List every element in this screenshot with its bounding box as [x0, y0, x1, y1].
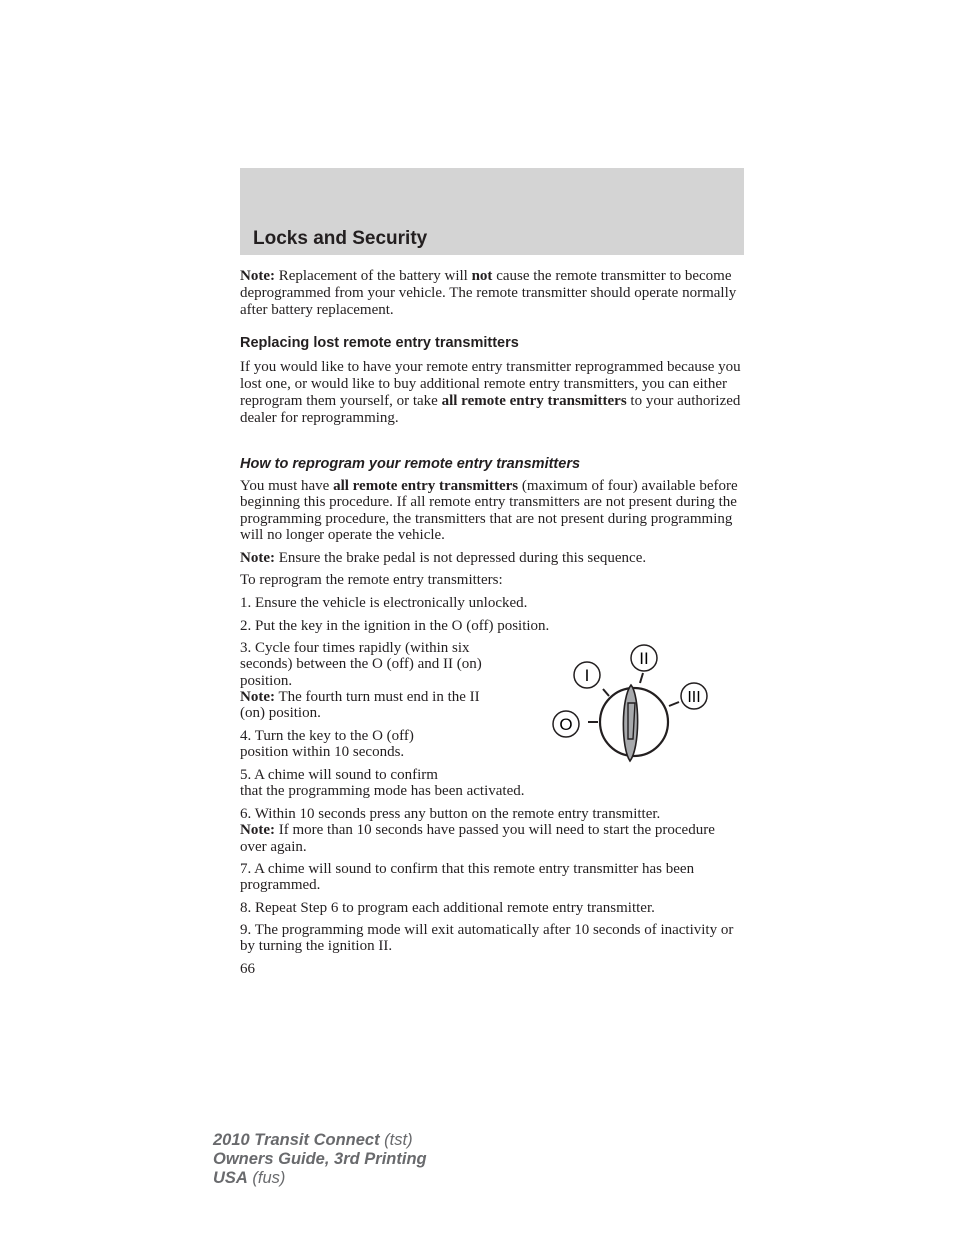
- text-run: If more than 10 seconds have passed you will need to start the procedure over again.: [240, 822, 715, 855]
- document-footer: [213, 1131, 427, 1188]
- text-run: 6. Within 10 seconds press any button on the remote entry transmitter.: [240, 806, 661, 822]
- text-run: (maximum of four) available before beginning this procedure. If all remote entry transmitters are not present during the programming procedure, the transmitters that are not present during programming will no longer operate the vehicle.: [240, 478, 738, 543]
- emphasis-text: all remote entry transmitters: [441, 393, 627, 409]
- brake-note-paragraph: [240, 550, 744, 567]
- text-run: 2010 Transit Connect: [213, 1131, 380, 1149]
- note-label: Note:: [240, 688, 275, 705]
- reprogram-intro-paragraph: [240, 478, 744, 543]
- position-off-label: [553, 711, 579, 737]
- ignition-key-blade: [623, 685, 637, 761]
- note-label: Note:: [240, 268, 275, 284]
- text-run: cause the remote transmitter to become deprogrammed from your vehicle. The remote transmitter should operate normally after battery replacement.: [240, 268, 737, 318]
- text-run: Ensure the brake pedal is not depressed during this sequence.: [274, 550, 647, 566]
- step-4: 4. Turn the key to the O (off) position within 10 seconds.: [240, 728, 414, 761]
- footer-line-3: [213, 1169, 427, 1188]
- step-9: 9. The programming mode will exit automatically after 10 seconds of inactivity or by turning the ignition II.: [240, 922, 734, 955]
- tick-1: [603, 689, 609, 696]
- note-label: Note:: [240, 550, 275, 566]
- step-1: 1. Ensure the vehicle is electronically unlocked.: [240, 595, 528, 611]
- position-3-label: [681, 683, 707, 709]
- label-text: III: [687, 689, 701, 706]
- reprogram-heading: How to reprogram your remote entry transmitters: [240, 456, 581, 472]
- text-run: that the programming mode has been activated.: [240, 783, 525, 800]
- step-3: [240, 640, 492, 721]
- ignition-diagram: [548, 642, 710, 766]
- position-1-label: [574, 662, 600, 688]
- step-2: 2. Put the key in the ignition in the O (off) position.: [240, 618, 550, 634]
- text-run: (tst): [379, 1131, 413, 1149]
- section-header-band: [240, 168, 744, 255]
- step-6: [240, 806, 744, 855]
- label-text: II: [639, 649, 649, 668]
- page-number: 66: [240, 961, 255, 977]
- lost-transmitters-paragraph: [240, 359, 744, 427]
- tick-2: [640, 673, 643, 683]
- text-run: Replacement of the battery will: [274, 268, 472, 284]
- footer-line-2: [213, 1150, 427, 1169]
- section-title: Locks and Security: [253, 228, 428, 249]
- step-7: 7. A chime will sound to confirm that this remote entry transmitter has been programmed.: [240, 861, 695, 894]
- reprogram-steps-intro: To reprogram the remote entry transmitters:: [240, 572, 503, 588]
- position-2-label: [631, 645, 657, 671]
- text-run: If you would like to have your remote entry transmitter reprogrammed because you lost one, or would like to buy additional remote entry transmitters, you can either reprogram them yourself, or take: [240, 359, 741, 409]
- label-text: I: [584, 666, 590, 685]
- lost-transmitters-heading: Replacing lost remote entry transmitters: [240, 335, 519, 351]
- tick-3: [669, 702, 679, 706]
- text-run: The fourth turn must end in the II (on) position.: [240, 688, 480, 722]
- step-5: [240, 767, 744, 800]
- text-run: Owners Guide, 3rd Printing: [213, 1150, 427, 1168]
- emphasis-text: all remote entry transmitters: [333, 478, 519, 494]
- text-run: to your authorized dealer for reprogramming.: [240, 393, 741, 426]
- emphasis-text: not: [471, 268, 493, 284]
- text-run: 5. A chime will sound to confirm: [240, 767, 438, 783]
- text-run: (fus): [247, 1169, 286, 1187]
- step-8: 8. Repeat Step 6 to program each additional remote entry transmitter.: [240, 900, 655, 916]
- text-run: USA: [213, 1169, 248, 1187]
- label-text: O: [559, 715, 573, 734]
- text-run: You must have: [240, 478, 334, 494]
- footer-line-1: [213, 1131, 427, 1150]
- text-run: 3. Cycle four times rapidly (within six seconds) between the O (off) and II (on) position.: [240, 640, 482, 689]
- note-label: Note:: [240, 822, 275, 839]
- intro-note-paragraph: [240, 268, 744, 319]
